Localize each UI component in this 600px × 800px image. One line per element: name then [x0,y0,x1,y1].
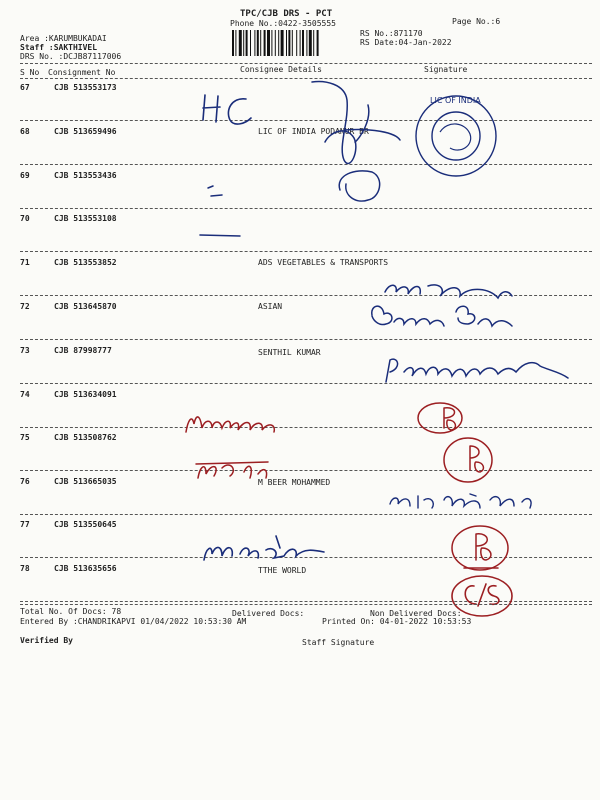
row-divider [20,514,592,515]
entered-by: Entered By :CHANDRIKAPVI 01/04/2022 10:53:30 AM [20,617,247,626]
barcode-bar [296,30,297,56]
row-consignment-no: CJB 513553173 [54,83,117,92]
delivered-docs: Delivered Docs: [232,609,305,618]
barcode-bar [300,30,301,56]
phone-number: Phone No.:0422-3505555 [230,19,336,28]
handwriting-row72 [372,285,512,326]
barcode-bar [260,30,261,56]
row-consignee: TTHE WORLD [258,566,307,575]
row-consignment-no: CJB 513645870 [54,302,117,311]
row-sno: 71 [20,258,30,267]
row-consignee: ASIAN [258,302,283,311]
row-sno: 68 [20,127,30,136]
barcode-bar [317,30,319,56]
handwriting-row73 [386,359,568,382]
barcode-bar [271,30,272,56]
barcode-bar [246,30,248,56]
row-consignee: ADS VEGETABLES & TRANSPORTS [258,258,389,267]
row-consignment-no: CJB 513550645 [54,520,117,529]
barcode-bar [286,30,287,56]
row-sno: 74 [20,390,30,399]
barcode-bar [275,30,276,56]
barcode-bar [306,30,307,56]
row-sno: 76 [20,477,30,486]
barcode-bar [254,30,255,56]
barcode-bar [243,30,244,56]
row-sno: 67 [20,83,30,92]
rs-date: RS Date:04-Jan-2022 [360,38,452,47]
barcode-bar [257,30,259,56]
row-sno: 72 [20,302,30,311]
handwriting-row68 [312,82,400,164]
row-divider [20,208,592,209]
row-consignment-no: CJB 513553108 [54,214,117,223]
row-consignment-no: CJB 513553852 [54,258,117,267]
handwriting-row76 [390,494,531,508]
stamp-text: LIC OF INDIA [430,96,481,105]
verified-by: Verified By [20,636,73,645]
row-consignee: SENTHIL KUMAR [258,348,321,357]
staff: Staff :SAKTHIVEL [20,43,98,52]
staff-signature: Staff Signature [302,638,375,647]
row-sno: 70 [20,214,30,223]
page-number: Page No.:6 [452,17,501,26]
row-divider [20,383,592,384]
barcode-bar [267,30,270,56]
handwriting-row74 [186,403,462,433]
row-divider [20,120,592,121]
row-consignment-no: CJB 513634091 [54,390,117,399]
row-consignment-no: CJB 513659496 [54,127,117,136]
row-divider [20,470,592,471]
doc-title: TPC/CJB DRS - PCT [240,9,333,19]
barcode-bar [239,30,242,56]
barcode-bar [288,30,290,56]
row-sno: 75 [20,433,30,442]
row-consignment-no: CJB 513665035 [54,477,117,486]
row-consignee: M BEER MOHAMMED [258,478,331,487]
barcode-bar [309,30,312,56]
barcode-bar [264,30,266,56]
barcode-bar [292,30,293,56]
divider [20,78,592,79]
barcode-bar [281,30,284,56]
row-consignment-no: CJB 513635656 [54,564,117,573]
col-consignment: Consignment No [48,68,116,77]
row-sno: 77 [20,520,30,529]
row-consignee: LIC OF INDIA PODANUR BR [258,127,369,136]
red-mark-row77 [452,526,508,570]
col-sno: S No [20,68,40,77]
row-consignment-no: CJB 87998777 [54,346,112,355]
row-divider [20,557,592,558]
row-divider [20,427,592,428]
barcode-bar [278,30,279,56]
row-consignment-no: CJB 513508762 [54,433,117,442]
rs-number: RS No.:871170 [360,29,423,38]
drs-number: DRS No. :DCJB87117006 [20,52,122,61]
row-sno: 69 [20,171,30,180]
barcode-bar [313,30,314,56]
divider [20,63,592,64]
area: Area :KARUMBUKADAI [20,34,107,43]
row-divider [20,295,592,296]
handwriting-row75 [196,438,492,482]
row-consignment-no: CJB 513553436 [54,171,117,180]
divider [20,604,592,605]
row-sno: 73 [20,346,30,355]
row-divider [20,251,592,252]
barcode-bar [302,30,304,56]
non-delivered-docs: Non Delivered Docs: [370,609,462,618]
printed-on: Printed On: 04-01-2022 10:53:53 [322,617,472,626]
col-signature: Signature [424,65,468,74]
col-consignee: Consignee Details [240,65,322,74]
row-divider [20,601,592,602]
row-divider [20,339,592,340]
barcode [230,30,354,56]
row-sno: 78 [20,564,30,573]
handwriting-row69 [200,171,380,236]
total-docs: Total No. Of Docs: 78 [20,607,122,616]
barcode-bar [232,30,234,56]
barcode-bar [235,30,236,56]
barcode-bar [250,30,251,56]
row-divider [20,164,592,165]
